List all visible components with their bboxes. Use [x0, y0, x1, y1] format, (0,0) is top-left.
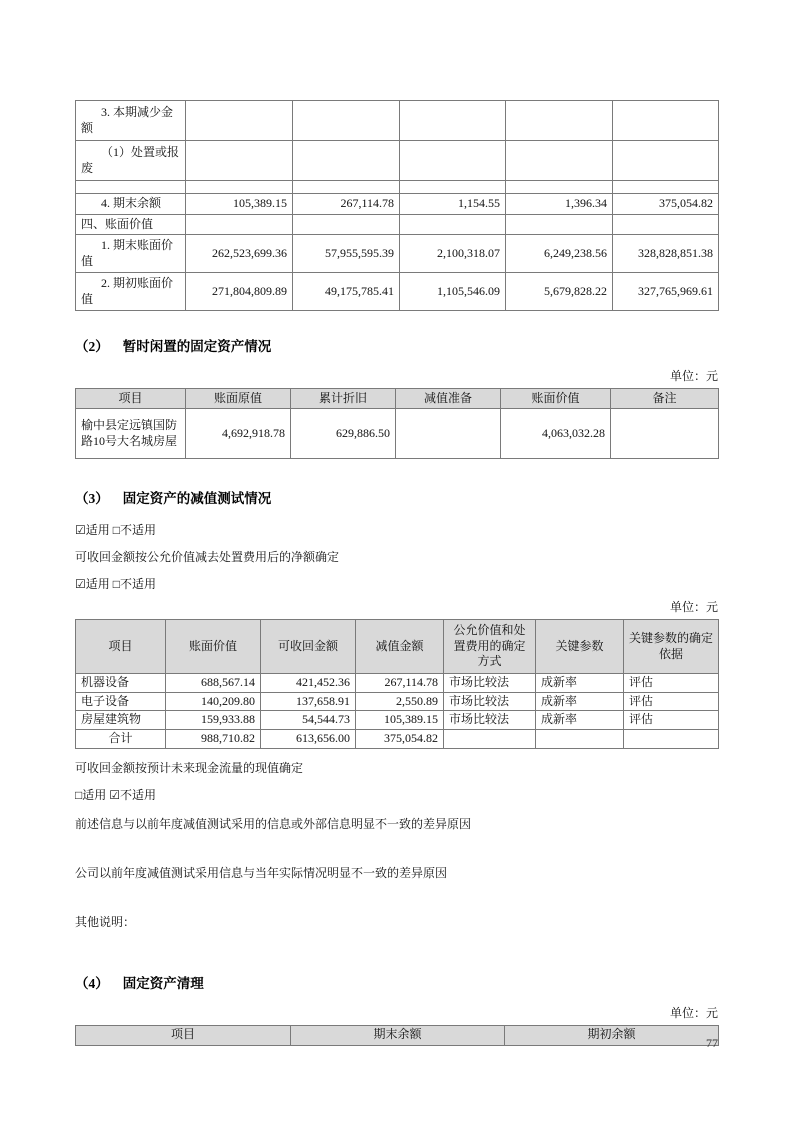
idle-fixed-assets-table — [75, 388, 719, 459]
column-header: 项目 — [76, 620, 166, 674]
row-label: 3. 本期减少金额 — [76, 101, 186, 141]
table-cell — [400, 141, 506, 181]
table-cell: 105,389.15 — [356, 711, 444, 730]
table-row — [76, 711, 719, 730]
table-header-row — [76, 389, 719, 409]
table-cell: 105,389.15 — [186, 194, 293, 215]
table-cell: 271,804,809.89 — [186, 273, 293, 311]
table-cell — [506, 181, 613, 194]
row-label — [76, 181, 186, 194]
row-label: 四、账面价值 — [76, 215, 186, 235]
table-row — [76, 194, 719, 215]
column-header: 项目 — [76, 1025, 291, 1045]
table-cell — [400, 181, 506, 194]
table-cell: 成新率 — [536, 711, 624, 730]
column-header: 项目 — [76, 389, 186, 409]
unit-label: 单位：元 — [669, 1005, 718, 1020]
table-cell — [624, 729, 719, 748]
table-cell: 375,054.82 — [613, 194, 719, 215]
row-label: 2. 期初账面价值 — [76, 273, 186, 311]
table-cell: 54,544.73 — [261, 711, 356, 730]
table-cell: 4,692,918.78 — [186, 409, 291, 459]
table-cell: 140,209.80 — [166, 692, 261, 711]
row-label: （1）处置或报废 — [76, 141, 186, 181]
table-cell: 成新率 — [536, 674, 624, 693]
table-cell — [613, 101, 719, 141]
heading-number: （2） — [75, 339, 109, 354]
table-cell: 2,550.89 — [356, 692, 444, 711]
unit-label: 单位：元 — [669, 600, 718, 614]
table-cell: 327,765,969.61 — [613, 273, 719, 311]
table-cell — [293, 181, 400, 194]
heading-number: （3） — [75, 491, 109, 506]
table-cell: 988,710.82 — [166, 729, 261, 748]
assets-disposal-table — [75, 1025, 719, 1046]
table-cell: 328,828,851.38 — [613, 235, 719, 273]
column-header: 累计折旧 — [291, 389, 396, 409]
column-header: 公允价值和处置费用的确定方式 — [444, 620, 536, 674]
table-cell: 613,656.00 — [261, 729, 356, 748]
column-header: 关键参数 — [536, 620, 624, 674]
table-cell: 评估 — [624, 674, 719, 693]
row-label: 房屋建筑物 — [76, 711, 166, 730]
table-cell — [186, 215, 293, 235]
table-cell: 57,955,595.39 — [293, 235, 400, 273]
table-row — [76, 235, 719, 273]
heading-text: 暂时闲置的固定资产情况 — [122, 339, 272, 354]
paragraph: 其他说明： — [75, 914, 136, 929]
row-label: 榆中县定远镇国防路10号大名城房屋 — [76, 409, 186, 459]
table-cell — [186, 101, 293, 141]
table-row — [76, 101, 719, 141]
table-cell: 5,679,828.22 — [506, 273, 613, 311]
table-cell — [506, 101, 613, 141]
row-label: 4. 期末余额 — [76, 194, 186, 215]
table-cell: 267,114.78 — [356, 674, 444, 693]
table-row — [76, 692, 719, 711]
table-header-row — [76, 620, 719, 674]
paragraph: 前述信息与以前年度减值测试采用的信息或外部信息明显不一致的差异原因 — [75, 816, 472, 831]
applicable-checkbox-line: ☑适用 □不适用 — [75, 523, 157, 537]
impairment-test-table — [75, 619, 719, 749]
table-cell: 159,933.88 — [166, 711, 261, 730]
table-cell: 267,114.78 — [293, 194, 400, 215]
fixed-assets-movement-table — [75, 100, 719, 311]
table-cell — [536, 729, 624, 748]
table-row — [76, 409, 719, 459]
table-cell — [613, 181, 719, 194]
table-cell — [506, 215, 613, 235]
note-text: 可收回金额按预计未来现金流量的现值确定 — [75, 760, 304, 775]
table-row — [76, 141, 719, 181]
table-cell: 262,523,699.36 — [186, 235, 293, 273]
table-cell: 2,100,318.07 — [400, 235, 506, 273]
table-cell — [293, 141, 400, 181]
table-row — [76, 215, 719, 235]
row-label: 机器设备 — [76, 674, 166, 693]
column-header: 账面原值 — [186, 389, 291, 409]
applicable-checkbox-line: ☑适用 □不适用 — [75, 577, 157, 591]
section-heading-idle-assets — [75, 335, 718, 355]
table-row — [76, 273, 719, 311]
table-cell: 6,249,238.56 — [506, 235, 613, 273]
column-header: 可收回金额 — [261, 620, 356, 674]
paragraph: 公司以前年度减值测试采用信息与当年实际情况明显不一致的差异原因 — [75, 865, 448, 880]
table-row-total — [76, 729, 719, 748]
table-cell — [444, 729, 536, 748]
table-cell — [400, 215, 506, 235]
table-cell — [613, 141, 719, 181]
table-cell: 评估 — [624, 711, 719, 730]
row-label: 1. 期末账面价值 — [76, 235, 186, 273]
column-header: 减值准备 — [396, 389, 501, 409]
table-cell — [400, 101, 506, 141]
column-header: 备注 — [611, 389, 719, 409]
table-cell: 评估 — [624, 692, 719, 711]
column-header: 账面价值 — [166, 620, 261, 674]
table-cell — [613, 215, 719, 235]
table-cell — [186, 181, 293, 194]
table-cell: 49,175,785.41 — [293, 273, 400, 311]
column-header: 账面价值 — [501, 389, 611, 409]
row-label: 合计 — [76, 729, 166, 748]
table-cell: 成新率 — [536, 692, 624, 711]
heading-text: 固定资产的减值测试情况 — [122, 491, 272, 506]
table-cell: 市场比较法 — [444, 692, 536, 711]
heading-text: 固定资产清理 — [122, 975, 204, 991]
column-header: 关键参数的确定依据 — [624, 620, 719, 674]
heading-number: （4） — [75, 975, 109, 991]
table-cell — [186, 141, 293, 181]
table-cell — [293, 215, 400, 235]
table-cell — [506, 141, 613, 181]
table-header-row — [76, 1025, 719, 1045]
table-cell: 市场比较法 — [444, 674, 536, 693]
table-cell: 1,105,546.09 — [400, 273, 506, 311]
table-cell — [396, 409, 501, 459]
table-cell: 1,154.55 — [400, 194, 506, 215]
note-text: 可收回金额按公允价值减去处置费用后的净额确定 — [75, 550, 340, 564]
table-cell: 629,886.50 — [291, 409, 396, 459]
table-cell — [293, 101, 400, 141]
column-header: 期末余额 — [291, 1025, 505, 1045]
row-label: 电子设备 — [76, 692, 166, 711]
column-header: 期初余额 — [505, 1025, 719, 1045]
table-cell — [611, 409, 719, 459]
table-row — [76, 674, 719, 693]
table-cell: 4,063,032.28 — [501, 409, 611, 459]
page-number: 77 — [706, 1036, 718, 1050]
table-row — [76, 181, 719, 194]
table-cell: 1,396.34 — [506, 194, 613, 215]
table-cell: 137,658.91 — [261, 692, 356, 711]
table-cell: 688,567.14 — [166, 674, 261, 693]
unit-label: 单位：元 — [669, 369, 718, 383]
applicable-checkbox-line: □适用 ☑不适用 — [75, 787, 157, 802]
section-heading-assets-disposal — [75, 972, 718, 992]
column-header: 减值金额 — [356, 620, 444, 674]
table-cell: 375,054.82 — [356, 729, 444, 748]
table-cell: 421,452.36 — [261, 674, 356, 693]
section-heading-impairment-test — [75, 487, 718, 507]
table-cell: 市场比较法 — [444, 711, 536, 730]
